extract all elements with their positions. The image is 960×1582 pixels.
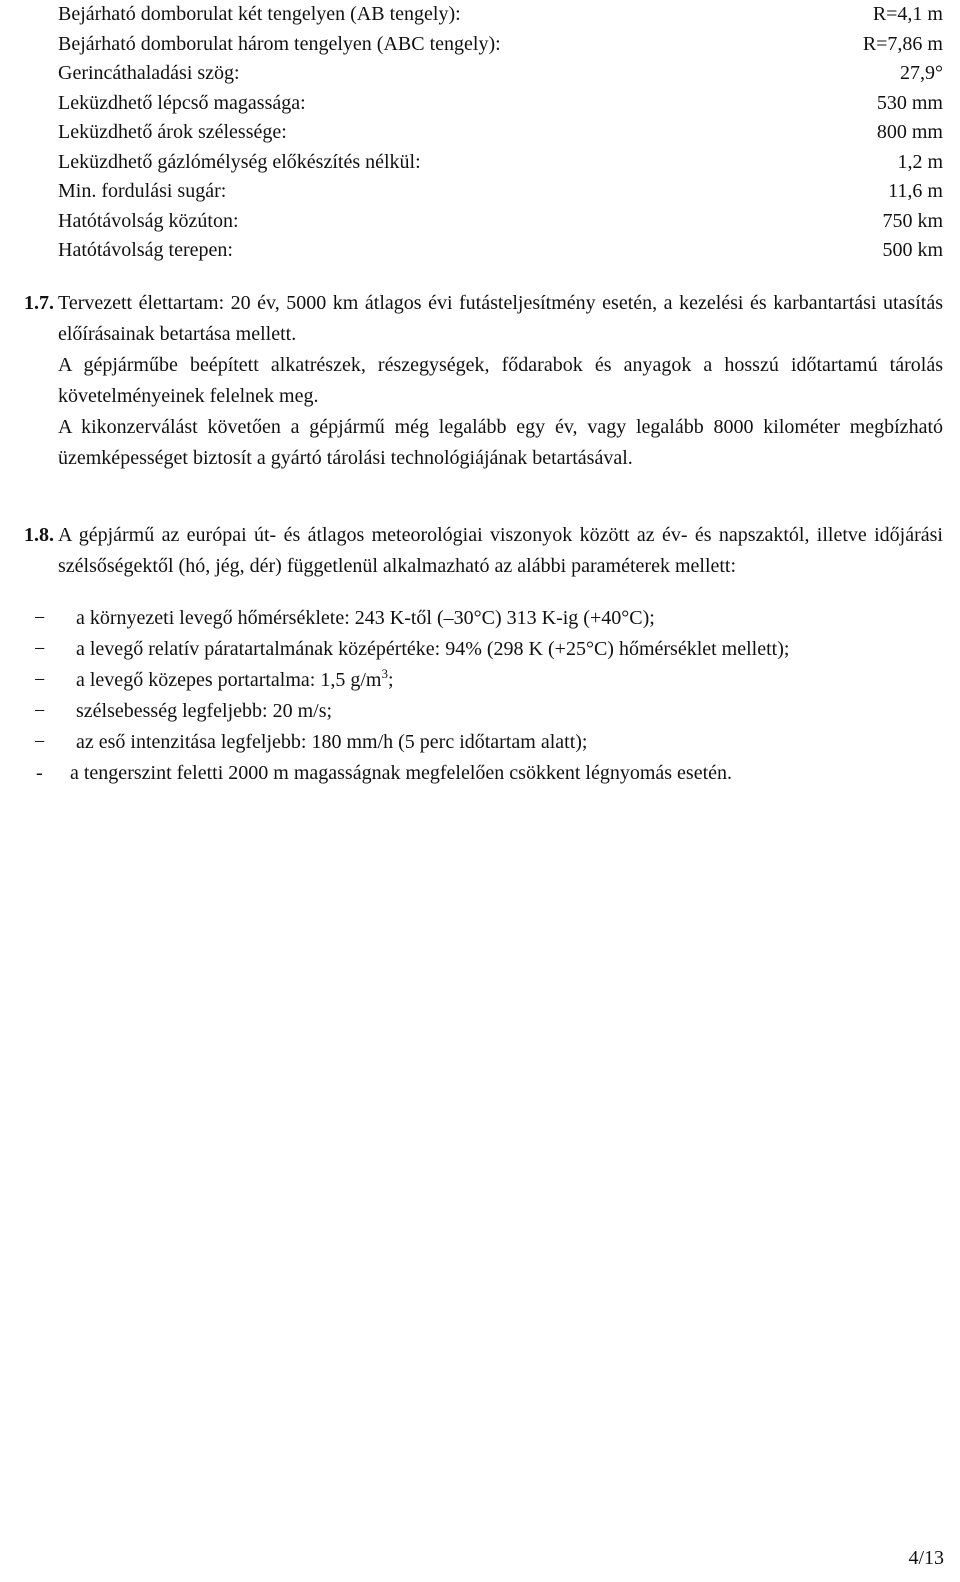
dash-marker: -	[36, 762, 43, 784]
section-1-7	[24, 288, 943, 474]
list-item-text: a levegő közepes portartalma: 1,5 g/m	[76, 669, 382, 691]
spec-label: Leküzdhető gázlómélység előkészítés nélkül:	[58, 150, 421, 173]
section-1-8	[24, 520, 943, 582]
spec-row	[58, 59, 943, 89]
spec-label: Hatótávolság közúton:	[58, 209, 239, 232]
dash-marker: −	[34, 607, 46, 629]
spec-row	[58, 0, 943, 30]
section-body	[58, 520, 943, 582]
conditions-list	[32, 603, 944, 789]
spec-row	[58, 148, 943, 178]
list-item-text: az eső intenzitása legfeljebb: 180 mm/h (5 perc időtartam alatt);	[76, 731, 588, 753]
spec-row	[58, 30, 943, 60]
spec-value: 800 mm	[876, 121, 943, 143]
section-body	[58, 288, 943, 474]
paragraph: Tervezett élettartam: 20 év, 5000 km átlagos évi futásteljesítmény esetén, a kezelési és karbantartási utasítás előírásainak betartása mellett.	[58, 292, 943, 345]
dash-marker: −	[34, 638, 46, 660]
list-item	[32, 696, 944, 727]
spec-label: Bejárható domborulat három tengelyen (ABC tengely):	[58, 32, 501, 55]
spec-label: Gerincáthaladási szög:	[58, 62, 240, 84]
spec-row	[58, 89, 943, 119]
superscript: 3	[381, 666, 388, 681]
list-item	[32, 758, 944, 789]
spec-value: 27,9°	[900, 62, 943, 84]
list-item	[32, 665, 944, 696]
list-item	[32, 603, 944, 634]
spec-label: Hatótávolság terepen:	[58, 239, 233, 261]
list-item-text: a tengerszint feletti 2000 m magasságnak megfelelően csökkent légnyomás esetén.	[70, 762, 733, 784]
section-number: 1.8.	[24, 524, 54, 546]
spec-value: 1,2 m	[897, 150, 943, 173]
spec-label: Min. fordulási sugár:	[58, 180, 227, 202]
specifications-list	[58, 0, 943, 266]
spec-row	[58, 207, 943, 237]
page-number: 4/13	[908, 1547, 944, 1569]
list-item-tail: ;	[387, 669, 394, 691]
spec-value: R=4,1 m	[872, 3, 943, 25]
dash-marker: −	[34, 700, 46, 722]
spec-value: R=7,86 m	[862, 32, 943, 55]
paragraph: A kikonzerválást követően a gépjármű még legalább egy év, vagy legalább 8000 kilométer megbízható üzemképességet biztosít a gyártó tárolási technológiájának betartásával.	[58, 416, 943, 469]
spec-row	[58, 236, 943, 266]
dash-marker: −	[34, 731, 46, 753]
spec-value: 11,6 m	[888, 180, 943, 202]
spec-label: Leküzdhető árok szélessége:	[58, 121, 287, 143]
paragraph: A gépjármű az európai út- és átlagos meteorológiai viszonyok között az év- és napszaktól, illetve időjárási szélsőségektől (hó, jég, dér) függetlenül alkalmazható az alábbi paraméterek mellett:	[58, 524, 943, 577]
paragraph: A gépjárműbe beépített alkatrészek, részegységek, fődarabok és anyagok a hosszú időtartamú tárolás követelményeinek felelnek meg.	[58, 354, 943, 407]
spec-label: Leküzdhető lépcső magassága:	[58, 91, 306, 114]
spec-label: Bejárható domborulat két tengelyen (AB tengely):	[58, 3, 461, 25]
spec-value: 500 km	[882, 239, 943, 261]
list-item	[32, 634, 944, 665]
list-item-text: a környezeti levegő hőmérséklete: 243 K-től (–30°C) 313 K-ig (+40°C);	[76, 607, 655, 629]
dash-marker: −	[34, 669, 46, 691]
list-item-text: a levegő relatív páratartalmának középértéke: 94% (298 K (+25°C) hőmérséklet mellett);	[76, 638, 790, 660]
spec-value: 750 km	[882, 209, 943, 232]
list-item	[32, 727, 944, 758]
list-item-text: szélsebesség legfeljebb: 20 m/s;	[76, 700, 333, 722]
spec-value: 530 mm	[876, 91, 943, 114]
spec-row	[58, 177, 943, 207]
section-number: 1.7.	[24, 292, 54, 314]
spec-row	[58, 118, 943, 148]
